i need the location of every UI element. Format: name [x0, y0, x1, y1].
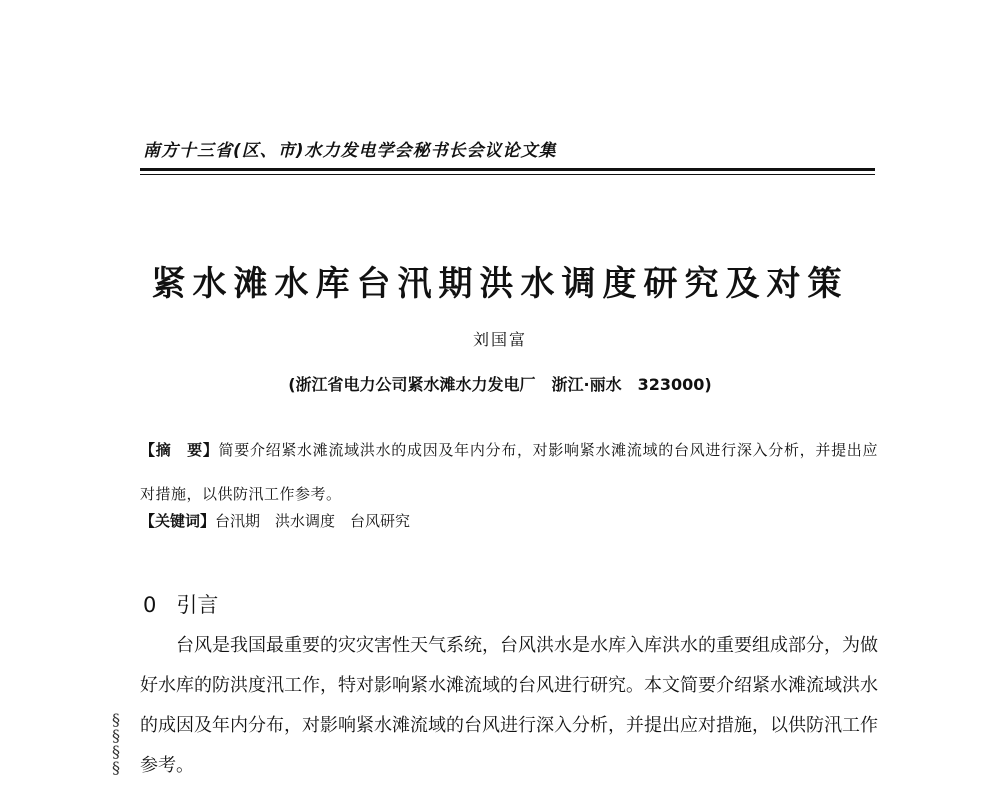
header-rule-thick — [140, 168, 875, 171]
keywords-text: 台汛期 洪水调度 台风研究 — [215, 512, 411, 530]
keywords — [140, 510, 410, 531]
keywords-label: 【关键词】 — [140, 512, 216, 530]
abstract — [140, 428, 878, 516]
author-affiliation: (浙江省电力公司紧水滩水力发电厂 浙江·丽水 323000) — [288, 375, 712, 394]
running-head: 南方十三省(区、市)水力发电学会秘书长会议论文集 — [143, 141, 557, 161]
header-rule-thin — [140, 174, 875, 175]
abstract-label: 【摘 要】 — [140, 441, 219, 459]
article-title: 紧水滩水库台汛期洪水调度研究及对策 — [151, 264, 849, 304]
binding-marks: § § § § — [112, 710, 120, 777]
section-heading — [143, 589, 218, 619]
section-title: 引言 — [176, 593, 219, 617]
author-name: 刘国富 — [472, 330, 527, 349]
body-paragraph: 台风是我国最重要的灾灾害性天气系统，台风洪水是水库入库洪水的重要组成部分，为做好水库的防洪度汛工作，特对影响紧水滩流域的台风进行研究。本文简要介绍紧水滩流域洪水的成因及年内分布，对影响紧水滩流域的台风进行深入分析，并提出应对措施，以供防汛工作参考。 — [140, 635, 878, 776]
abstract-text: 简要介绍紧水滩流域洪水的成因及年内分布，对影响紧水滩流域的台风进行深入分析，并提出应对措施，以供防汛工作参考。 — [140, 441, 878, 503]
section-number: 0 — [143, 593, 157, 617]
